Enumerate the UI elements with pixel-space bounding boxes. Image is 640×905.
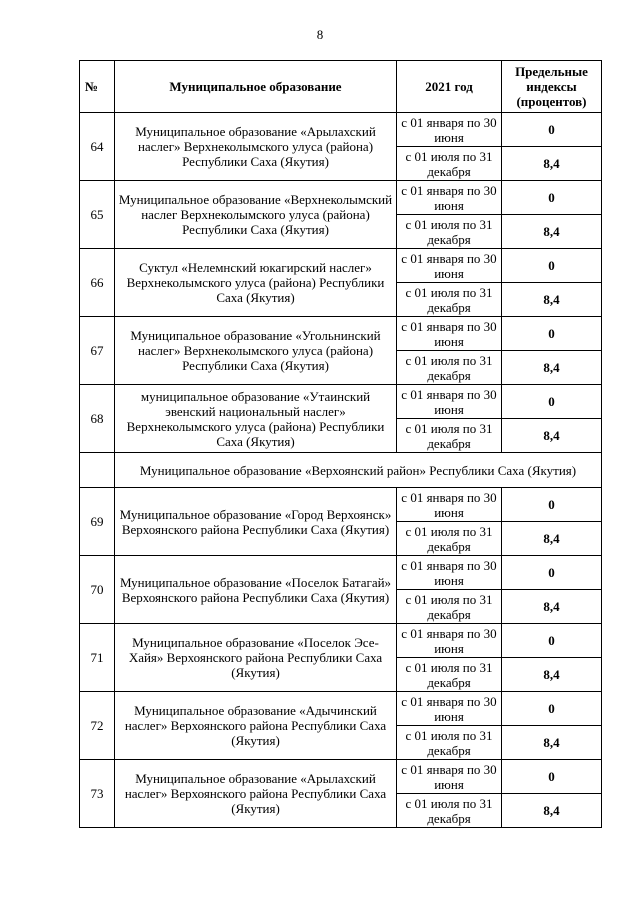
row-number: 70 — [80, 556, 115, 624]
row-number: 73 — [80, 760, 115, 828]
municipality-name: Муниципальное образование «Город Верхоянск» Верхоянского района Республики Саха (Якутия) — [115, 488, 397, 556]
period-second-half: с 01 июля по 31 декабря — [397, 522, 502, 556]
period-second-half: с 01 июля по 31 декабря — [397, 726, 502, 760]
municipality-name: Муниципальное образование «Верхнеколымский наслег Верхнеколымского улуса (района) Республики Саха (Якутия) — [115, 181, 397, 249]
index-second-half: 8,4 — [502, 215, 602, 249]
municipality-name: Муниципальное образование «Адычинский наслег» Верхоянского района Республики Саха (Якутия) — [115, 692, 397, 760]
index-second-half: 8,4 — [502, 794, 602, 828]
table-row — [80, 385, 602, 419]
period-first-half: с 01 января по 30 июня — [397, 249, 502, 283]
municipality-name: Муниципальное образование «Поселок Батагай» Верхоянского района Республики Саха (Якутия) — [115, 556, 397, 624]
header-year: 2021 год — [397, 61, 502, 113]
row-number: 66 — [80, 249, 115, 317]
table-row — [80, 624, 602, 658]
municipality-name: Муниципальное образование «Арылахский наслег» Верхнеколымского улуса (района) Республики Саха (Якутия) — [115, 113, 397, 181]
table-header-row — [80, 61, 602, 113]
period-second-half: с 01 июля по 31 декабря — [397, 419, 502, 453]
period-first-half: с 01 января по 30 июня — [397, 556, 502, 590]
section-title: Муниципальное образование «Верхоянский район» Республики Саха (Якутия) — [115, 453, 602, 488]
table-row — [80, 181, 602, 215]
row-number: 71 — [80, 624, 115, 692]
table-row — [80, 317, 602, 351]
index-first-half: 0 — [502, 488, 602, 522]
index-first-half: 0 — [502, 181, 602, 215]
header-municipality: Муниципальное образование — [115, 61, 397, 113]
index-first-half: 0 — [502, 113, 602, 147]
index-second-half: 8,4 — [502, 726, 602, 760]
header-num: № — [80, 61, 115, 113]
index-first-half: 0 — [502, 317, 602, 351]
index-first-half: 0 — [502, 385, 602, 419]
index-first-half: 0 — [502, 556, 602, 590]
row-number: 64 — [80, 113, 115, 181]
municipality-name: Муниципальное образование «Угольнинский наслег» Верхнеколымского улуса (района) Республики Саха (Якутия) — [115, 317, 397, 385]
index-first-half: 0 — [502, 624, 602, 658]
section-empty-cell — [80, 453, 115, 488]
index-second-half: 8,4 — [502, 419, 602, 453]
row-number: 69 — [80, 488, 115, 556]
row-number: 67 — [80, 317, 115, 385]
index-first-half: 0 — [502, 249, 602, 283]
period-second-half: с 01 июля по 31 декабря — [397, 590, 502, 624]
municipality-name: Муниципальное образование «Поселок Эсе-Хайя» Верхоянского района Республики Саха (Якутия) — [115, 624, 397, 692]
index-second-half: 8,4 — [502, 351, 602, 385]
period-first-half: с 01 января по 30 июня — [397, 624, 502, 658]
index-second-half: 8,4 — [502, 590, 602, 624]
table-row — [80, 760, 602, 794]
index-first-half: 0 — [502, 760, 602, 794]
municipality-name: Муниципальное образование «Арылахский наслег» Верхоянского района Республики Саха (Якутия) — [115, 760, 397, 828]
index-second-half: 8,4 — [502, 522, 602, 556]
period-first-half: с 01 января по 30 июня — [397, 181, 502, 215]
period-first-half: с 01 января по 30 июня — [397, 317, 502, 351]
table-row — [80, 488, 602, 522]
period-second-half: с 01 июля по 31 декабря — [397, 658, 502, 692]
table-row — [80, 692, 602, 726]
table-row — [80, 556, 602, 590]
row-number: 72 — [80, 692, 115, 760]
municipality-name: Суктул «Нелемнский юкагирский наслег» Верхнеколымского улуса (района) Республики Саха (Якутия) — [115, 249, 397, 317]
period-first-half: с 01 января по 30 июня — [397, 760, 502, 794]
municipality-name: муниципальное образование «Утаинский эвенский национальный наслег» Верхнеколымского улуса (района) Республики Саха (Якутия) — [115, 385, 397, 453]
period-first-half: с 01 января по 30 июня — [397, 385, 502, 419]
table-row — [80, 249, 602, 283]
period-second-half: с 01 июля по 31 декабря — [397, 351, 502, 385]
index-second-half: 8,4 — [502, 147, 602, 181]
header-index: Предельные индексы (процентов) — [502, 61, 602, 113]
period-first-half: с 01 января по 30 июня — [397, 113, 502, 147]
row-number: 68 — [80, 385, 115, 453]
section-row — [80, 453, 602, 488]
index-second-half: 8,4 — [502, 658, 602, 692]
index-second-half: 8,4 — [502, 283, 602, 317]
period-first-half: с 01 января по 30 июня — [397, 488, 502, 522]
table-row — [80, 113, 602, 147]
period-second-half: с 01 июля по 31 декабря — [397, 283, 502, 317]
table-body — [80, 113, 602, 828]
period-second-half: с 01 июля по 31 декабря — [397, 147, 502, 181]
period-second-half: с 01 июля по 31 декабря — [397, 794, 502, 828]
period-second-half: с 01 июля по 31 декабря — [397, 215, 502, 249]
page-number: 8 — [316, 27, 324, 42]
tariff-index-table — [79, 60, 602, 828]
row-number: 65 — [80, 181, 115, 249]
index-first-half: 0 — [502, 692, 602, 726]
period-first-half: с 01 января по 30 июня — [397, 692, 502, 726]
